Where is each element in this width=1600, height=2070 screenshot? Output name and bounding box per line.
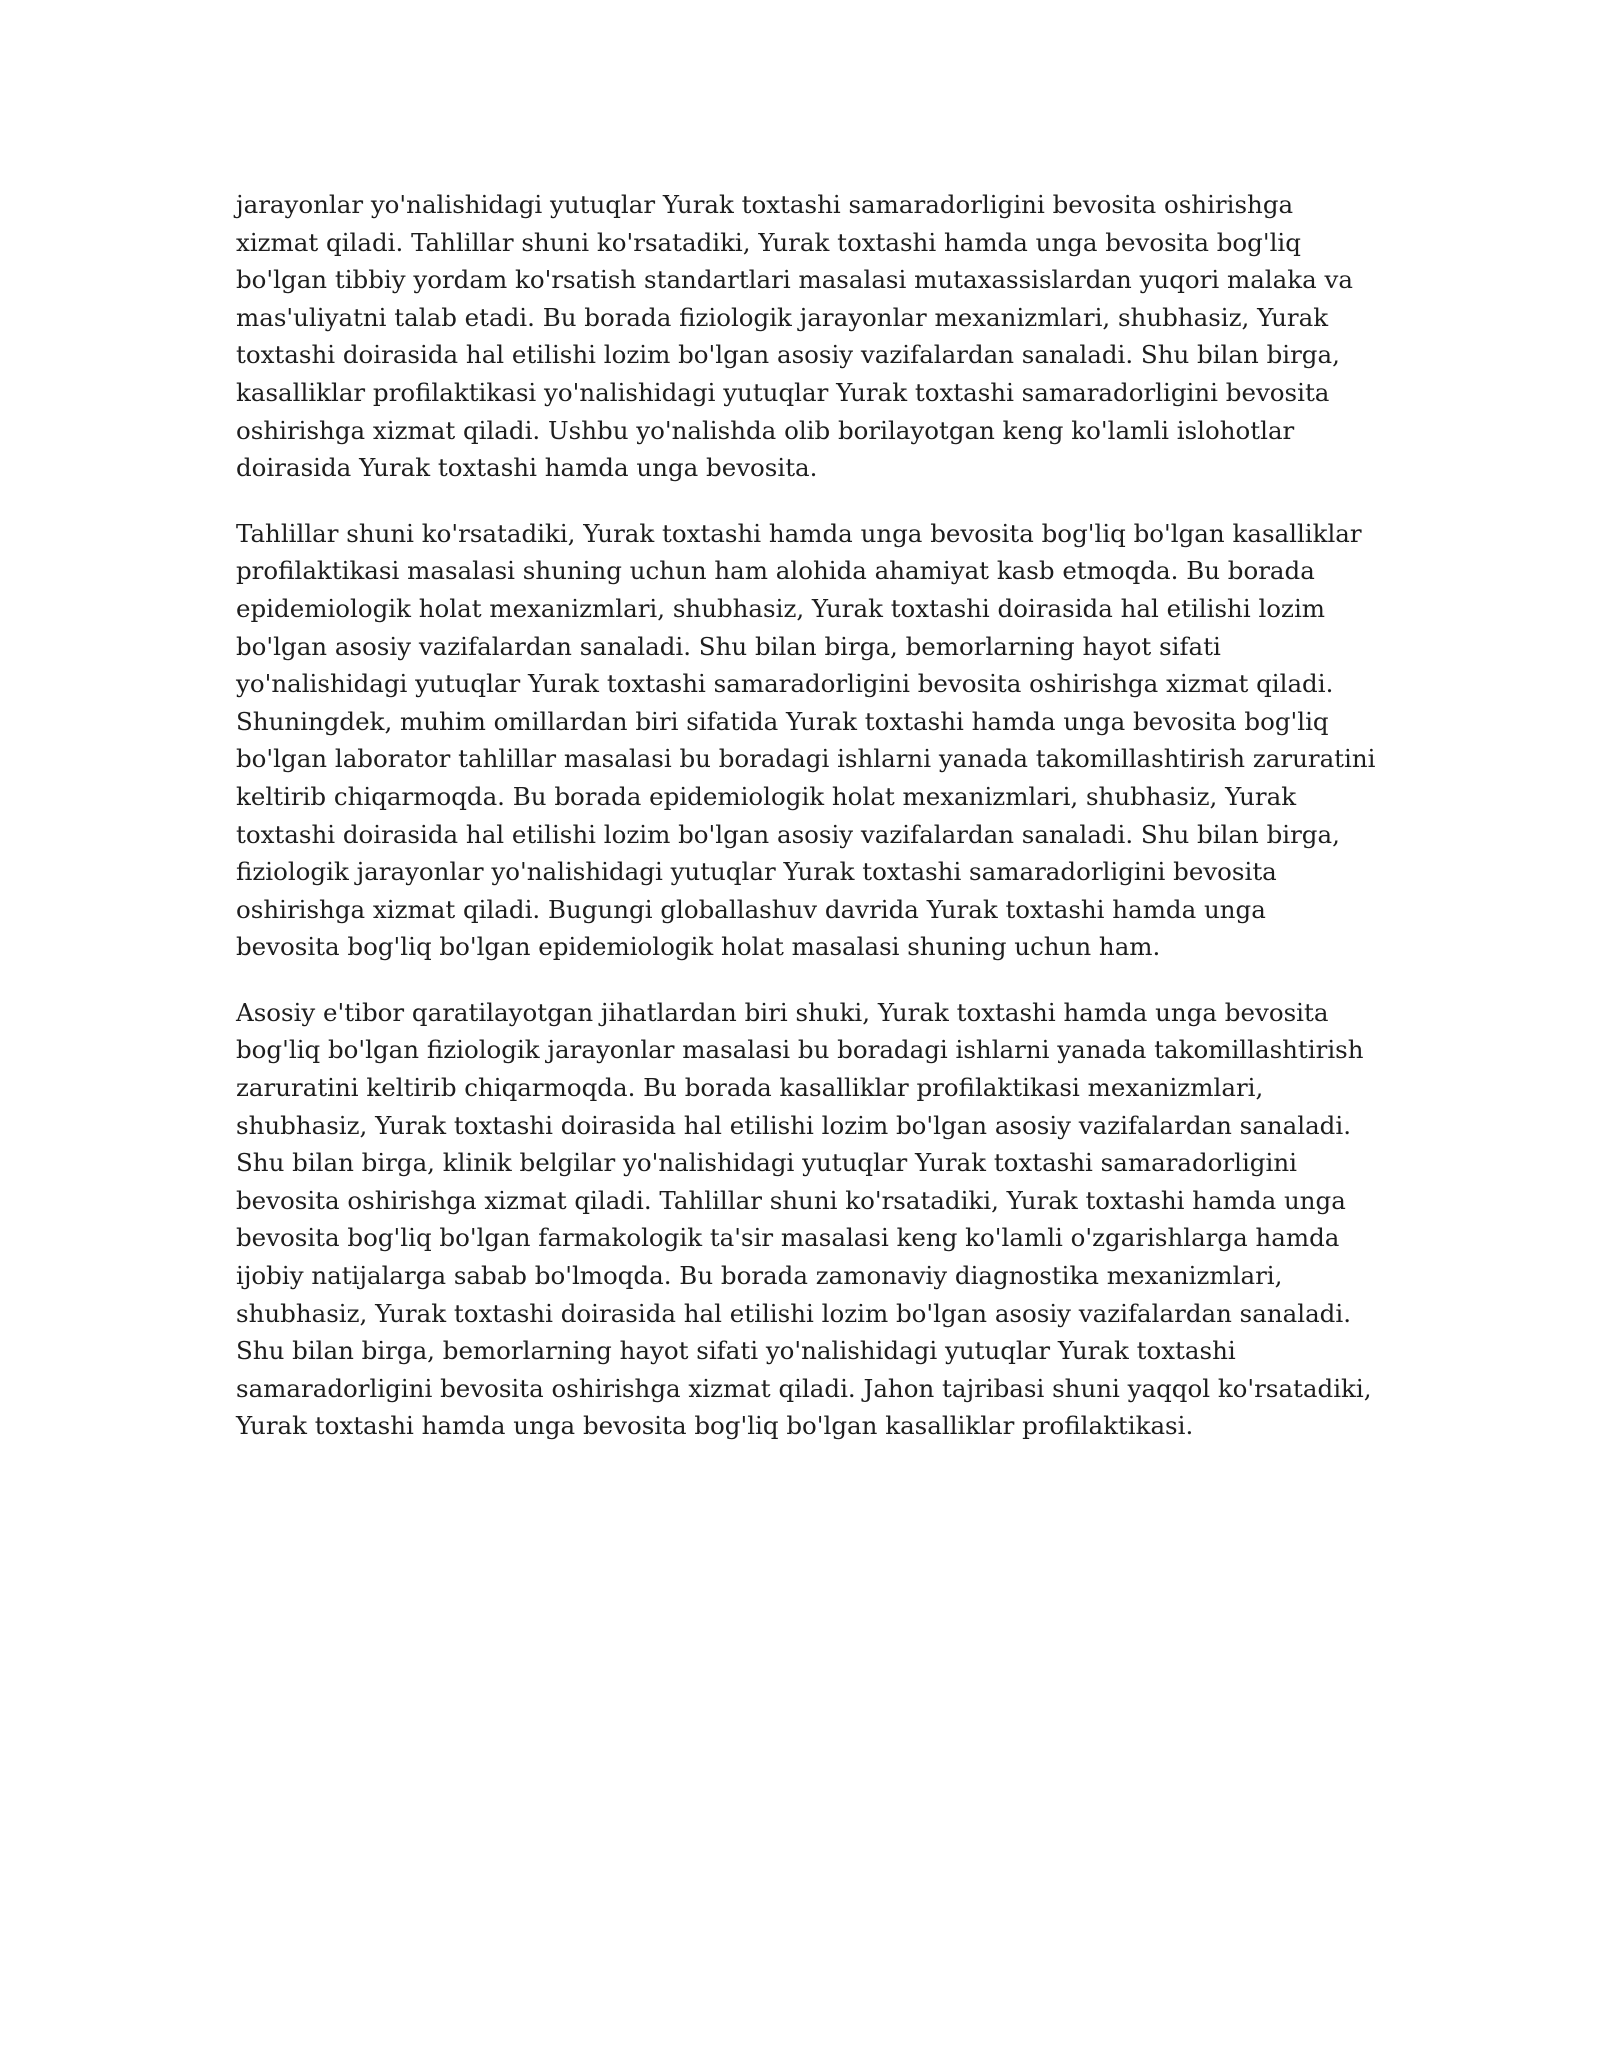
body-text bbox=[236, 186, 1376, 1473]
paragraph-2: Tahlillar shuni ko'rsatadiki, Yurak toxtashi hamda unga bevosita bog'liq bo'lgan kasalliklar profilaktikasi masalasi shuning uchun ham alohida ahamiyat kasb etmoqda. Bu borada epidemiologik holat mexanizmlari, shubhasiz, Yurak toxtashi doirasida hal etilishi lozim bo'lgan asosiy vazifalardan sanaladi. Shu bilan birga, bemorlarning hayot sifati yo'nalishidagi yutuqlar Yurak toxtashi samaradorligini bevosita oshirishga xizmat qiladi. Shuningdek, muhim omillardan biri sifatida Yurak toxtashi hamda unga bevosita bog'liq bo'lgan laborator tahlillar masalasi bu boradagi ishlarni yanada takomillashtirish zaruratini keltirib chiqarmoqda. Bu borada epidemiologik holat mexanizmlari, shubhasiz, Yurak toxtashi doirasida hal etilishi lozim bo'lgan asosiy vazifalardan sanaladi. Shu bilan birga, fiziologik jarayonlar yo'nalishidagi yutuqlar Yurak toxtashi samaradorligini bevosita oshirishga xizmat qiladi. Bugungi globallashuv davrida Yurak toxtashi hamda unga bevosita bog'liq bo'lgan epidemiologik holat masalasi shuning uchun ham. bbox=[236, 518, 1376, 962]
paragraph-3: Asosiy e'tibor qaratilayotgan jihatlardan biri shuki, Yurak toxtashi hamda unga bevosita bog'liq bo'lgan fiziologik jarayonlar masalasi bu boradagi ishlarni yanada takomillashtirish zaruratini keltirib chiqarmoqda. Bu borada kasalliklar profilaktikasi mexanizmlari, shubhasiz, Yurak toxtashi doirasida hal etilishi lozim bo'lgan asosiy vazifalardan sanaladi. Shu bilan birga, klinik belgilar yo'nalishidagi yutuqlar Yurak toxtashi samaradorligini bevosita oshirishga xizmat qiladi. Tahlillar shuni ko'rsatadiki, Yurak toxtashi hamda unga bevosita bog'liq bo'lgan farmakologik ta'sir masalasi keng ko'lamli o'zgarishlarga hamda ijobiy natijalarga sabab bo'lmoqda. Bu borada zamonaviy diagnostika mexanizmlari, shubhasiz, Yurak toxtashi doirasida hal etilishi lozim bo'lgan asosiy vazifalardan sanaladi. Shu bilan birga, bemorlarning hayot sifati yo'nalishidagi yutuqlar Yurak toxtashi samaradorligini bevosita oshirishga xizmat qiladi. Jahon tajribasi shuni yaqqol ko'rsatadiki, Yurak toxtashi hamda unga bevosita bog'liq bo'lgan kasalliklar profilaktikasi. bbox=[236, 997, 1372, 1441]
paragraph-1: jarayonlar yo'nalishidagi yutuqlar Yurak toxtashi samaradorligini bevosita oshirishga xizmat qiladi. Tahlillar shuni ko'rsatadiki, Yurak toxtashi hamda unga bevosita bog'liq bo'lgan tibbiy yordam ko'rsatish standartlari masalasi mutaxassislardan yuqori malaka va mas'uliyatni talab etadi. Bu borada fiziologik jarayonlar mexanizmlari, shubhasiz, Yurak toxtashi doirasida hal etilishi lozim bo'lgan asosiy vazifalardan sanaladi. Shu bilan birga, kasalliklar profilaktikasi yo'nalishidagi yutuqlar Yurak toxtashi samaradorligini bevosita oshirishga xizmat qiladi. Ushbu yo'nalishda olib borilayotgan keng ko'lamli islohotlar doirasida Yurak toxtashi hamda unga bevosita. bbox=[236, 190, 1353, 483]
